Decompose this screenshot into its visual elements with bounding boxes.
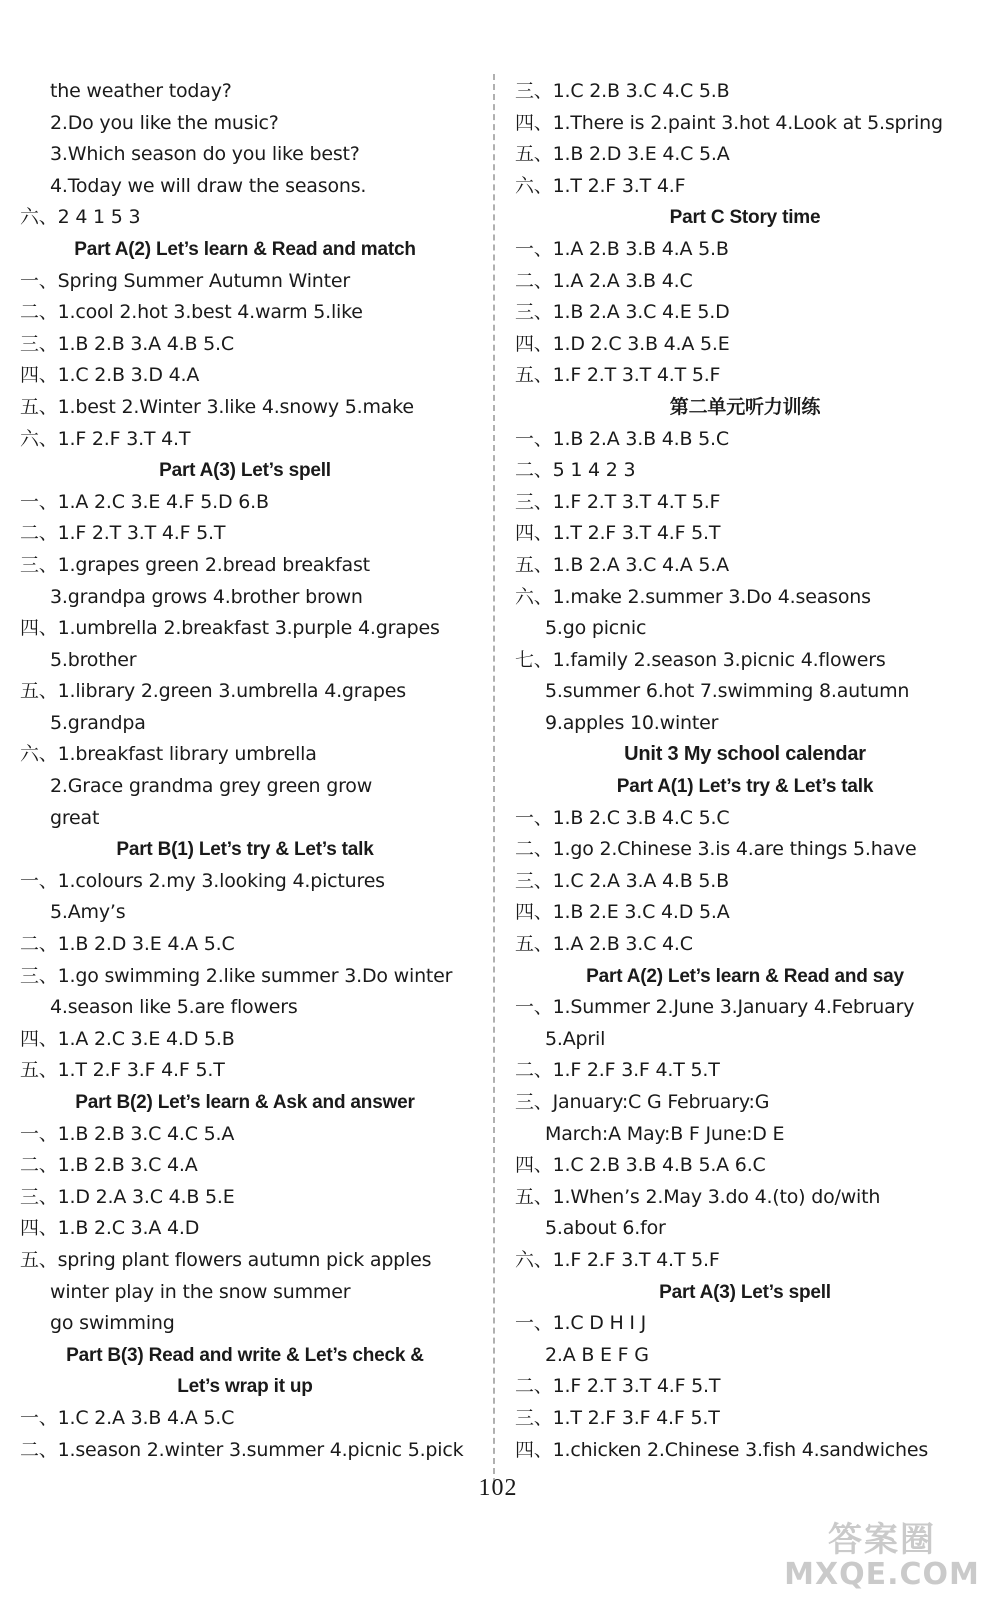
answer-line: 六、1.F 2.F 3.T 4.T (20, 427, 191, 450)
answer-line: 四、1.B 2.C 3.A 4.D (20, 1217, 200, 1240)
answer-line: 二、1.B 2.B 3.C 4.A (20, 1154, 198, 1177)
answer-line: 五、1.When’s 2.May 3.do 4.(to) do/with (515, 1185, 881, 1208)
answer-line: March:A May:B F June:D E (545, 1122, 785, 1145)
answer-line: 二、1.season 2.winter 3.summer 4.picnic 5.pick (20, 1438, 464, 1461)
answer-line: 三、January:C G February:G (515, 1091, 770, 1113)
section-heading: Let’s wrap it up (177, 1376, 313, 1398)
watermark-url: MXQE.COM (784, 1557, 980, 1592)
answer-line: 二、1.B 2.D 3.E 4.A 5.C (20, 933, 235, 956)
section-heading: Part A(1) Let’s try & Let’s talk (616, 776, 874, 798)
section-heading: Part B(2) Let’s learn & Ask and answer (75, 1092, 415, 1113)
answer-line: great (50, 806, 100, 829)
answer-line: 二、1.A 2.A 3.B 4.C (515, 269, 693, 292)
section-heading: 第二单元听力训练 (669, 396, 821, 418)
answer-line: 一、1.B 2.A 3.B 4.B 5.C (515, 427, 729, 450)
answer-line: 六、1.F 2.F 3.T 4.T 5.F (515, 1248, 720, 1271)
answer-line: 二、1.F 2.F 3.F 4.T 5.T (515, 1059, 720, 1082)
watermark-text: 答案圈 (828, 1520, 936, 1560)
answer-line: 四、1.There is 2.paint 3.hot 4.Look at 5.spring (515, 111, 943, 134)
answer-line: 五、spring plant flowers autumn pick apples (20, 1248, 432, 1271)
answer-line: 5.summer 6.hot 7.swimming 8.autumn (545, 680, 910, 703)
answer-line: 三、1.F 2.T 3.T 4.T 5.F (515, 490, 721, 513)
answer-line: 二、1.F 2.T 3.T 4.F 5.T (515, 1375, 721, 1398)
answer-line: 5.April (545, 1027, 606, 1050)
answer-line: 一、1.Summer 2.June 3.January 4.February (515, 996, 915, 1019)
answer-line: 四、1.chicken 2.Chinese 3.fish 4.sandwiches (515, 1438, 929, 1461)
answer-line: 二、1.F 2.T 3.T 4.F 5.T (20, 522, 226, 545)
answer-line: 一、1.B 2.B 3.C 4.C 5.A (20, 1122, 235, 1145)
answer-line: 六、2 4 1 5 3 (20, 206, 141, 229)
answer-line: 一、Spring Summer Autumn Winter (20, 269, 350, 292)
answer-line: 五、1.A 2.B 3.C 4.C (515, 933, 693, 956)
answer-line: 五、1.best 2.Winter 3.like 4.snowy 5.make (20, 395, 414, 418)
answer-line: 三、1.B 2.A 3.C 4.E 5.D (515, 301, 730, 324)
answer-line: 二、1.cool 2.hot 3.best 4.warm 5.like (20, 301, 363, 324)
answer-line: 一、1.A 2.B 3.B 4.A 5.B (515, 237, 729, 260)
right-answer-column (515, 76, 975, 1466)
answer-line: 四、1.D 2.C 3.B 4.A 5.E (515, 332, 730, 355)
answer-line: 9.apples 10.winter (545, 711, 719, 734)
answer-line: 一、1.B 2.C 3.B 4.C 5.C (515, 806, 730, 829)
column-divider (493, 74, 495, 1484)
answer-line: 四、1.T 2.F 3.T 4.F 5.T (515, 522, 721, 545)
section-heading: Part A(3) Let’s spell (659, 1281, 831, 1303)
answer-line: the weather today? (50, 80, 232, 102)
answer-line: 三、1.T 2.F 3.F 4.F 5.T (515, 1406, 720, 1429)
answer-line: 5.grandpa (50, 711, 146, 734)
answer-line: 五、1.B 2.D 3.E 4.C 5.A (515, 143, 730, 166)
answer-line: 3.Which season do you like best? (50, 143, 360, 166)
section-heading: Part B(3) Read and write & Let’s check & (66, 1344, 424, 1366)
answer-line: 一、1.A 2.C 3.E 4.F 5.D 6.B (20, 490, 269, 513)
answer-line: 三、1.go swimming 2.like summer 3.Do winter (20, 964, 453, 987)
answer-line: 5.about 6.for (545, 1217, 666, 1240)
answer-line: 4.Today we will draw the seasons. (50, 174, 367, 197)
page-number: 102 (478, 1475, 518, 1501)
answer-line: 四、1.C 2.B 3.D 4.A (20, 364, 200, 387)
answer-line: 四、1.B 2.E 3.C 4.D 5.A (515, 901, 730, 924)
answer-line: 七、1.family 2.season 3.picnic 4.flowers (515, 648, 886, 671)
answer-line: 四、1.umbrella 2.breakfast 3.purple 4.grapes (20, 617, 440, 640)
answer-line: 四、1.C 2.B 3.B 4.B 5.A 6.C (515, 1154, 766, 1177)
answer-line: 5.go picnic (545, 617, 647, 640)
answer-line: 5.brother (50, 648, 137, 671)
answer-line: 3.grandpa grows 4.brother brown (50, 585, 363, 608)
answer-line: 三、1.B 2.B 3.A 4.B 5.C (20, 332, 234, 355)
answer-line: 四、1.A 2.C 3.E 4.D 5.B (20, 1027, 235, 1050)
answer-line: 三、1.C 2.A 3.A 4.B 5.B (515, 869, 729, 892)
answer-line: 六、1.breakfast library umbrella (20, 743, 317, 766)
answer-line: 二、1.go 2.Chinese 3.is 4.are things 5.have (515, 838, 917, 861)
section-heading: Part A(2) Let’s learn & Read and match (74, 238, 416, 260)
answer-line: 二、5 1 4 2 3 (515, 459, 636, 482)
section-heading: Part B(1) Let’s try & Let’s talk (116, 839, 374, 861)
answer-line: 2.Grace grandma grey green grow (50, 775, 373, 798)
answer-line: 一、1.C D H I J (515, 1312, 647, 1335)
answer-line: 2.A B E F G (545, 1343, 649, 1366)
answer-line: 一、1.C 2.A 3.B 4.A 5.C (20, 1406, 235, 1429)
answer-line: 五、1.F 2.T 3.T 4.T 5.F (515, 364, 721, 387)
answer-line: 五、1.T 2.F 3.F 4.F 5.T (20, 1059, 225, 1082)
answer-line: 一、1.colours 2.my 3.looking 4.pictures (20, 869, 385, 892)
answer-line: 5.Amy’s (50, 901, 126, 924)
answer-line: 三、1.D 2.A 3.C 4.B 5.E (20, 1185, 235, 1208)
section-heading: Part A(3) Let’s spell (159, 460, 331, 482)
section-heading: Part C Story time (669, 207, 821, 229)
section-heading: Unit 3 My school calendar (624, 743, 866, 766)
answer-line: 六、1.T 2.F 3.T 4.F (515, 174, 686, 197)
answer-line: 三、1.grapes green 2.bread breakfast (20, 553, 370, 576)
answer-line: 2.Do you like the music? (50, 111, 279, 134)
answer-line: 五、1.library 2.green 3.umbrella 4.grapes (20, 680, 406, 703)
answer-line: 六、1.make 2.summer 3.Do 4.seasons (515, 585, 871, 608)
answer-line: 五、1.B 2.A 3.C 4.A 5.A (515, 553, 729, 576)
left-answer-column (20, 76, 470, 1466)
watermark-logo (782, 1512, 982, 1592)
answer-line: 4.season like 5.are flowers (50, 996, 298, 1019)
answer-line: winter play in the snow summer (50, 1280, 351, 1303)
answer-line: go swimming (50, 1312, 175, 1335)
section-heading: Part A(2) Let’s learn & Read and say (586, 965, 904, 987)
answer-line: 三、1.C 2.B 3.C 4.C 5.B (515, 80, 730, 102)
